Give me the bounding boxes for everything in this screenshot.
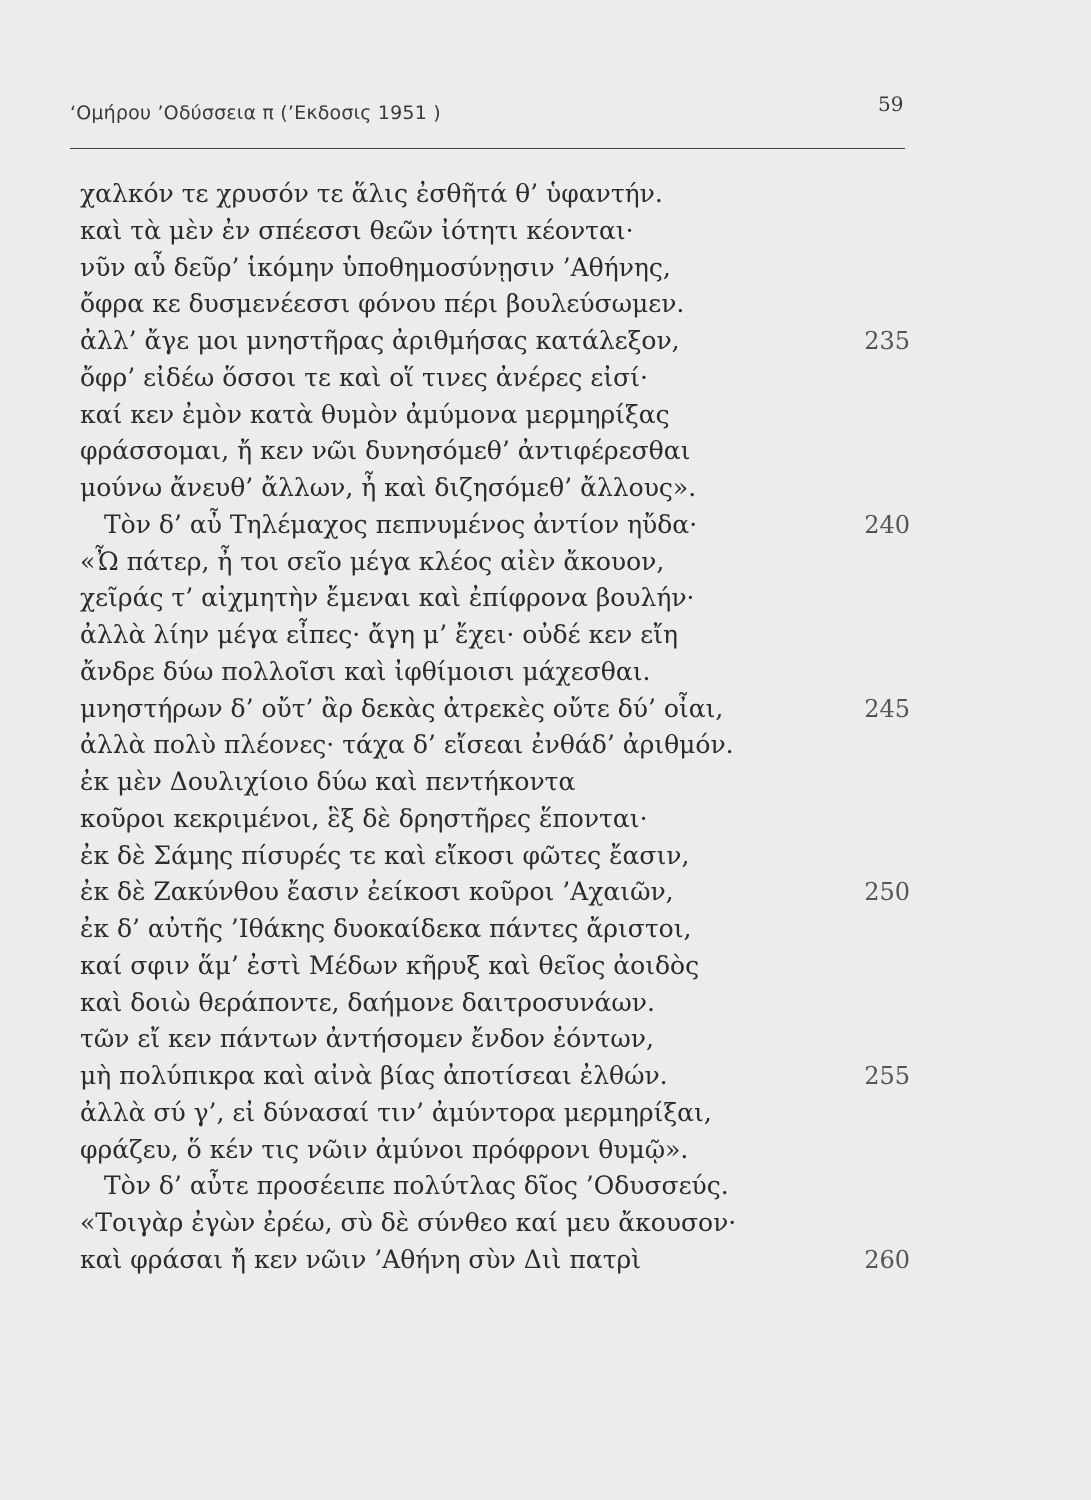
verse-line: κοῦροι κεκριμένοι, ἓξ δὲ δρηστῆρες ἕπονται· bbox=[80, 803, 648, 833]
verse-line: ἀλλὰ πολὺ πλέονες· τάχα δ’ εἴσεαι ἐνθάδ’ ἀριθμόν. bbox=[80, 730, 734, 760]
verse-line: «Τοιγὰρ ἐγὼν ἐρέω, σὺ δὲ σύνθεο καί μευ ἄκουσον· bbox=[80, 1208, 737, 1237]
verse-line: καί κεν ἐμὸν κατὰ θυμὸν ἀμύμονα μερμηρίξας bbox=[80, 399, 670, 429]
verse-line-number: 255 bbox=[864, 1062, 910, 1090]
verse-line: ἀλλ’ ἄγε μοι μνηστῆρας ἀριθμήσας κατάλεξον, bbox=[80, 326, 680, 355]
verse-line: ἀλλὰ λίην μέγα εἶπες· ἄγη μ’ ἔχει· οὐδέ κεν εἴη bbox=[80, 620, 678, 649]
verse-line: καὶ δοιὼ θεράποντε, δαήμονε δαιτροσυνάων. bbox=[80, 987, 655, 1017]
verse-line: ἐκ δ’ αὐτῆς ’Ιθάκης δυοκαίδεκα πάντες ἄριστοι, bbox=[80, 914, 692, 943]
verse-line: Τὸν δ’ αὖτε προσέειπε πολύτλας δῖος ’Οδυσσεύς. bbox=[104, 1171, 729, 1201]
verse-line-number: 235 bbox=[864, 327, 910, 355]
page-number: 59 bbox=[878, 92, 904, 116]
verse-line-number: 250 bbox=[864, 878, 910, 907]
verse-list bbox=[80, 176, 840, 1279]
verse-line: καί σφιν ἅμ’ ἐστὶ Μέδων κῆρυξ καὶ θεῖος ἀοιδὸς bbox=[80, 950, 700, 980]
verse-line: «Ὦ πάτερ, ἦ τοι σεῖο μέγα κλέος αἰὲν ἄκουον, bbox=[80, 546, 665, 576]
header-rule bbox=[70, 148, 905, 149]
verse-line: καὶ τὰ μὲν ἐν σπέεσσι θεῶν ἰότητι κέονται· bbox=[80, 215, 634, 245]
verse-line: ὄφρα κε δυσμενέεσσι φόνου πέρι βουλεύσωμεν. bbox=[80, 289, 685, 319]
running-title: ‘Ομήρου ’Οδύσσεια π (’Εκδοσις 1951 ) bbox=[70, 102, 441, 124]
verse-line: ὄφρ’ εἰδέω ὅσσοι τε καὶ οἵ τινες ἀνέρες εἰσί· bbox=[80, 362, 648, 392]
verse-line: ἐκ μὲν Δουλιχίοιο δύω καὶ πεντήκοντα bbox=[80, 767, 576, 796]
verse-line: μὴ πολύπικρα καὶ αἰνὰ βίας ἀποτίσεαι ἐλθών. bbox=[80, 1061, 668, 1090]
verse-line: νῦν αὖ δεῦρ’ ἱκόμην ὑποθημοσύνῃσιν ’Αθήνης, bbox=[80, 252, 671, 282]
verse-line: καὶ φράσαι ἤ κεν νῶιν ’Αθήνη σὺν Διὶ πατρὶ bbox=[80, 1244, 642, 1274]
verse-line: Τὸν δ’ αὖ Τηλέμαχος πεπνυμένος ἀντίον ηὔδα· bbox=[104, 509, 698, 539]
verse-line: ἐκ δὲ Σάμης πίσυρές τε καὶ εἴκοσι φῶτες ἔασιν, bbox=[80, 840, 690, 870]
verse-line: ἐκ δὲ Ζακύνθου ἔασιν ἐείκοσι κοῦροι ’Αχαιῶν, bbox=[80, 877, 674, 907]
verse-line: μνηστήρων δ’ οὔτ’ ἂρ δεκὰς ἀτρεκὲς οὔτε δύ’ οἶαι, bbox=[80, 693, 724, 723]
verse-line-number: 245 bbox=[864, 694, 910, 723]
verse-line: φράσσομαι, ἤ κεν νῶι δυνησόμεθ’ ἀντιφέρεσθαι bbox=[80, 436, 691, 466]
verse-line: μούνω ἄνευθ’ ἄλλων, ἦ καὶ διζησόμεθ’ ἄλλους». bbox=[80, 473, 697, 502]
verse-line: χεῖράς τ’ αἰχμητὴν ἔμεναι καὶ ἐπίφρονα βουλήν· bbox=[80, 583, 695, 613]
verse-line-number: 240 bbox=[864, 510, 910, 539]
verse-line: ἀλλὰ σύ γ’, εἰ δύνασαί τιν’ ἀμύντορα μερμηρίξαι, bbox=[80, 1097, 712, 1127]
verse-line: χαλκόν τε χρυσόν τε ἅλις ἐσθῆτά θ’ ὑφαντήν. bbox=[80, 179, 663, 208]
verse-line: τῶν εἴ κεν πάντων ἀντήσομεν ἔνδον ἐόντων, bbox=[80, 1024, 654, 1054]
verse-line-number: 260 bbox=[864, 1245, 910, 1274]
verse-line: φράζευ, ὅ κέν τις νῶιν ἀμύνοι πρόφρονι θυμῷ». bbox=[80, 1134, 689, 1164]
verse-line: ἄνδρε δύω πολλοῖσι καὶ ἰφθίμοισι μάχεσθαι. bbox=[80, 656, 651, 686]
